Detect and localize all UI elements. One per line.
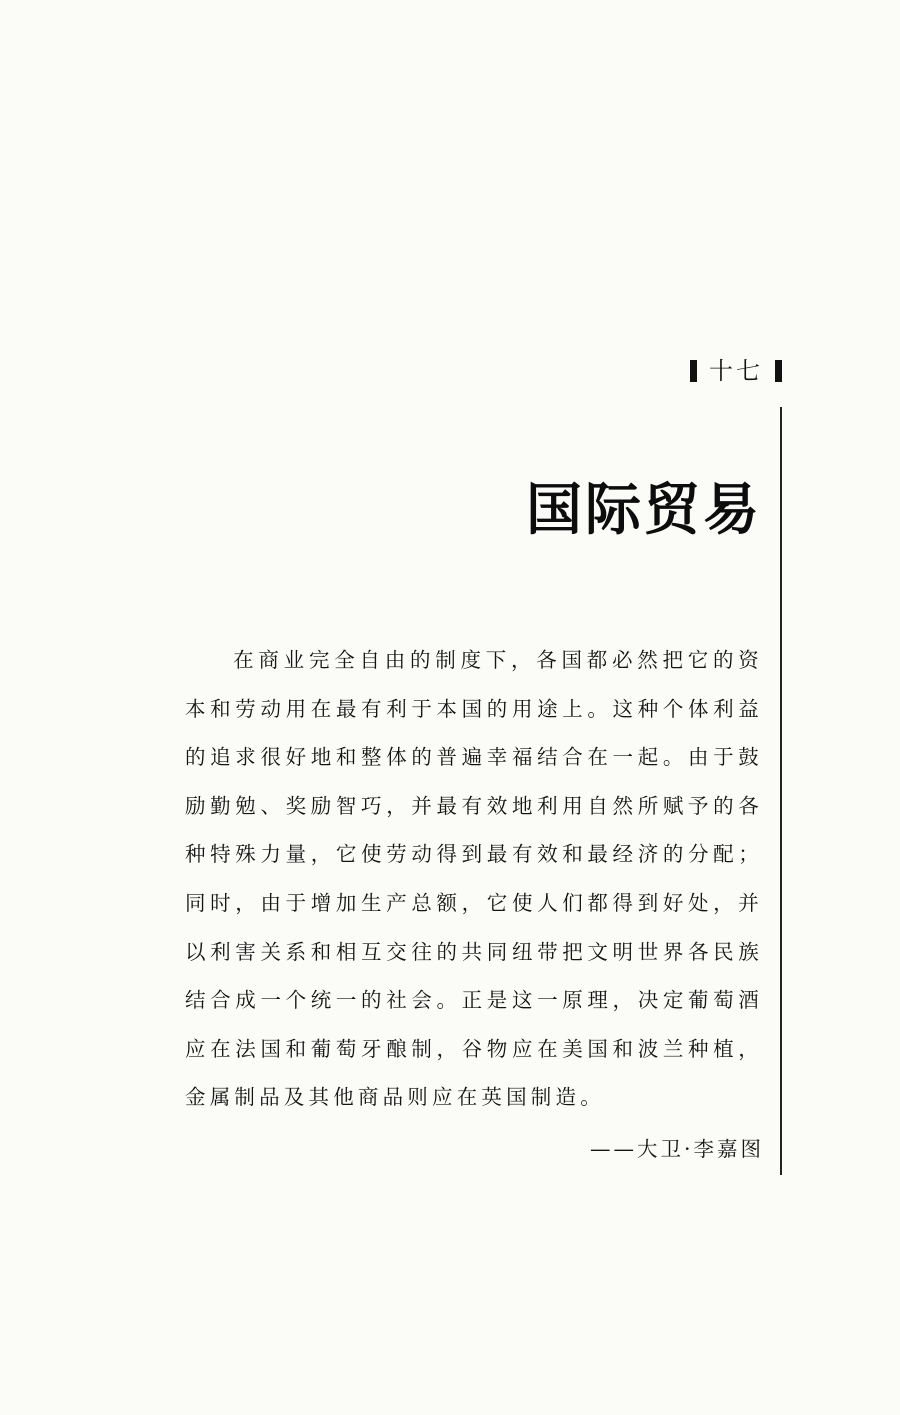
chapter-marker-left: [690, 360, 697, 382]
chapter-title: 国际贸易: [526, 478, 762, 543]
chapter-marker-right: [775, 360, 782, 382]
epigraph-paragraph: 在商业完全自由的制度下，各国都必然把它的资本和劳动用在最有利于本国的用途上。这种个体利益的追求很好地和整体的普遍幸福结合在一起。由于鼓励勤勉、奖励智巧，并最有效地利用自然所赋予的各种特殊力量，它使劳动得到最有效和最经济的分配；同时，由于增加生产总额，它使人们都得到好处，并以利害关系和相互交往的共同纽带把文明世界各民族结合成一个统一的社会。正是这一原理，决定葡萄酒应在法国和葡萄牙酿制，谷物应在美国和波兰种植，金属制品及其他商品则应在英国制造。: [185, 648, 763, 1110]
chapter-number: [690, 356, 782, 386]
epigraph-attribution: ——大卫·李嘉图: [589, 1137, 764, 1161]
vertical-rule: [780, 407, 782, 1175]
chapter-number-text: 十七: [709, 357, 763, 385]
